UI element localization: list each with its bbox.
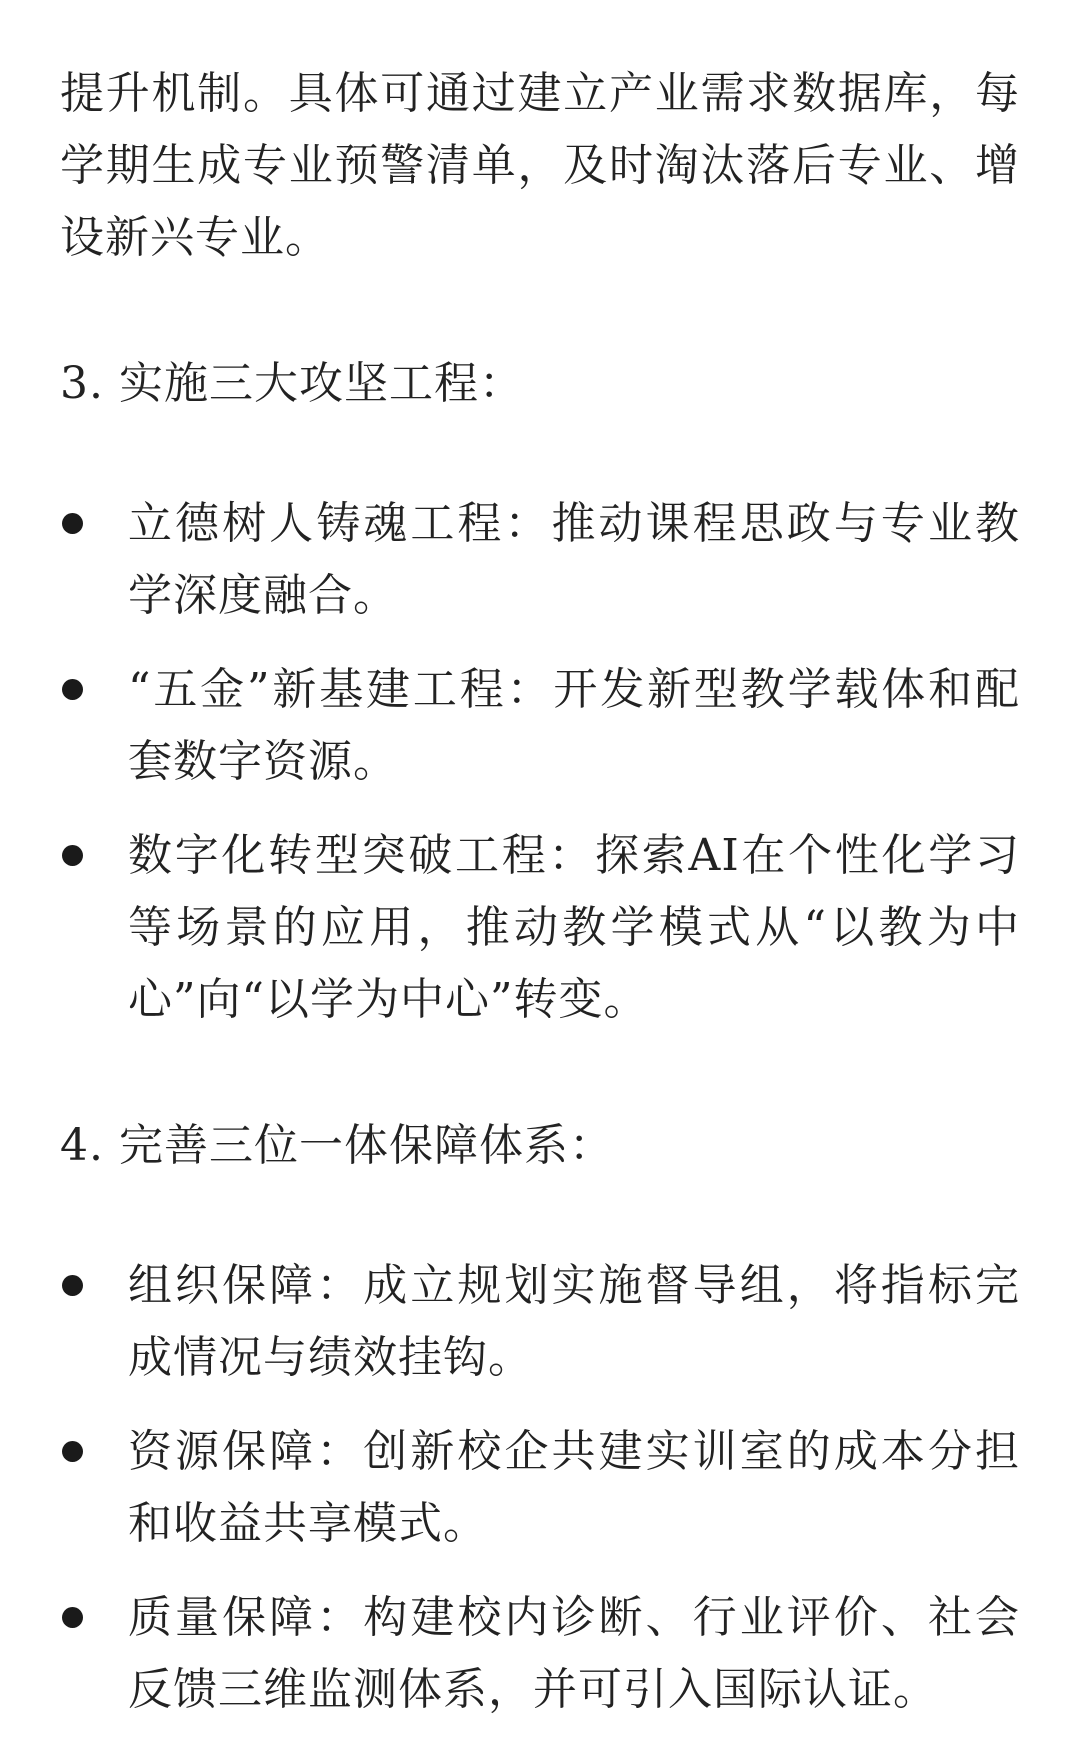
list-item-text: 资源保障：创新校企共建实训室的成本分担和收益共享模式。 [128, 1426, 1020, 1549]
list-item-text: “五金”新基建工程：开发新型教学载体和配套数字资源。 [128, 664, 1020, 787]
list-item [60, 654, 1020, 798]
bullet-dot-icon [62, 513, 83, 534]
list-item [60, 1250, 1020, 1394]
section-4-title: 4. 完善三位一体保障体系： [60, 1120, 614, 1171]
list-item-text: 数字化转型突破工程：探索AI在个性化学习等场景的应用，推动教学模式从“以教为中心”向“以学为中心”转变。 [128, 830, 1020, 1025]
bullet-dot-icon [62, 845, 83, 866]
spacer [60, 1036, 1020, 1110]
bullet-dot-icon [62, 1441, 83, 1462]
list-item-text: 质量保障：构建校内诊断、行业评价、社会反馈三维监测体系，并可引入国际认证。 [128, 1592, 1020, 1715]
intro-paragraph: 提升机制。具体可通过建立产业需求数据库，每学期生成专业预警清单，及时淘汰落后专业、增设新兴专业。 [60, 68, 1020, 263]
section-4-list [60, 1250, 1020, 1726]
section-3-title: 3. 实施三大攻坚工程： [60, 358, 524, 409]
list-item [60, 1416, 1020, 1560]
spacer [60, 1182, 1020, 1250]
spacer [60, 420, 1020, 488]
bullet-dot-icon [62, 1607, 83, 1628]
spacer [60, 274, 1020, 348]
list-item [60, 1582, 1020, 1726]
list-item-text: 立德树人铸魂工程：推动课程思政与专业教学深度融合。 [128, 498, 1020, 621]
article-body [60, 58, 1020, 1726]
list-item [60, 820, 1020, 1036]
bullet-dot-icon [62, 679, 83, 700]
bullet-dot-icon [62, 1275, 83, 1296]
list-item [60, 488, 1020, 632]
section-3-list [60, 488, 1020, 1036]
list-item-text: 组织保障：成立规划实施督导组，将指标完成情况与绩效挂钩。 [128, 1260, 1020, 1383]
